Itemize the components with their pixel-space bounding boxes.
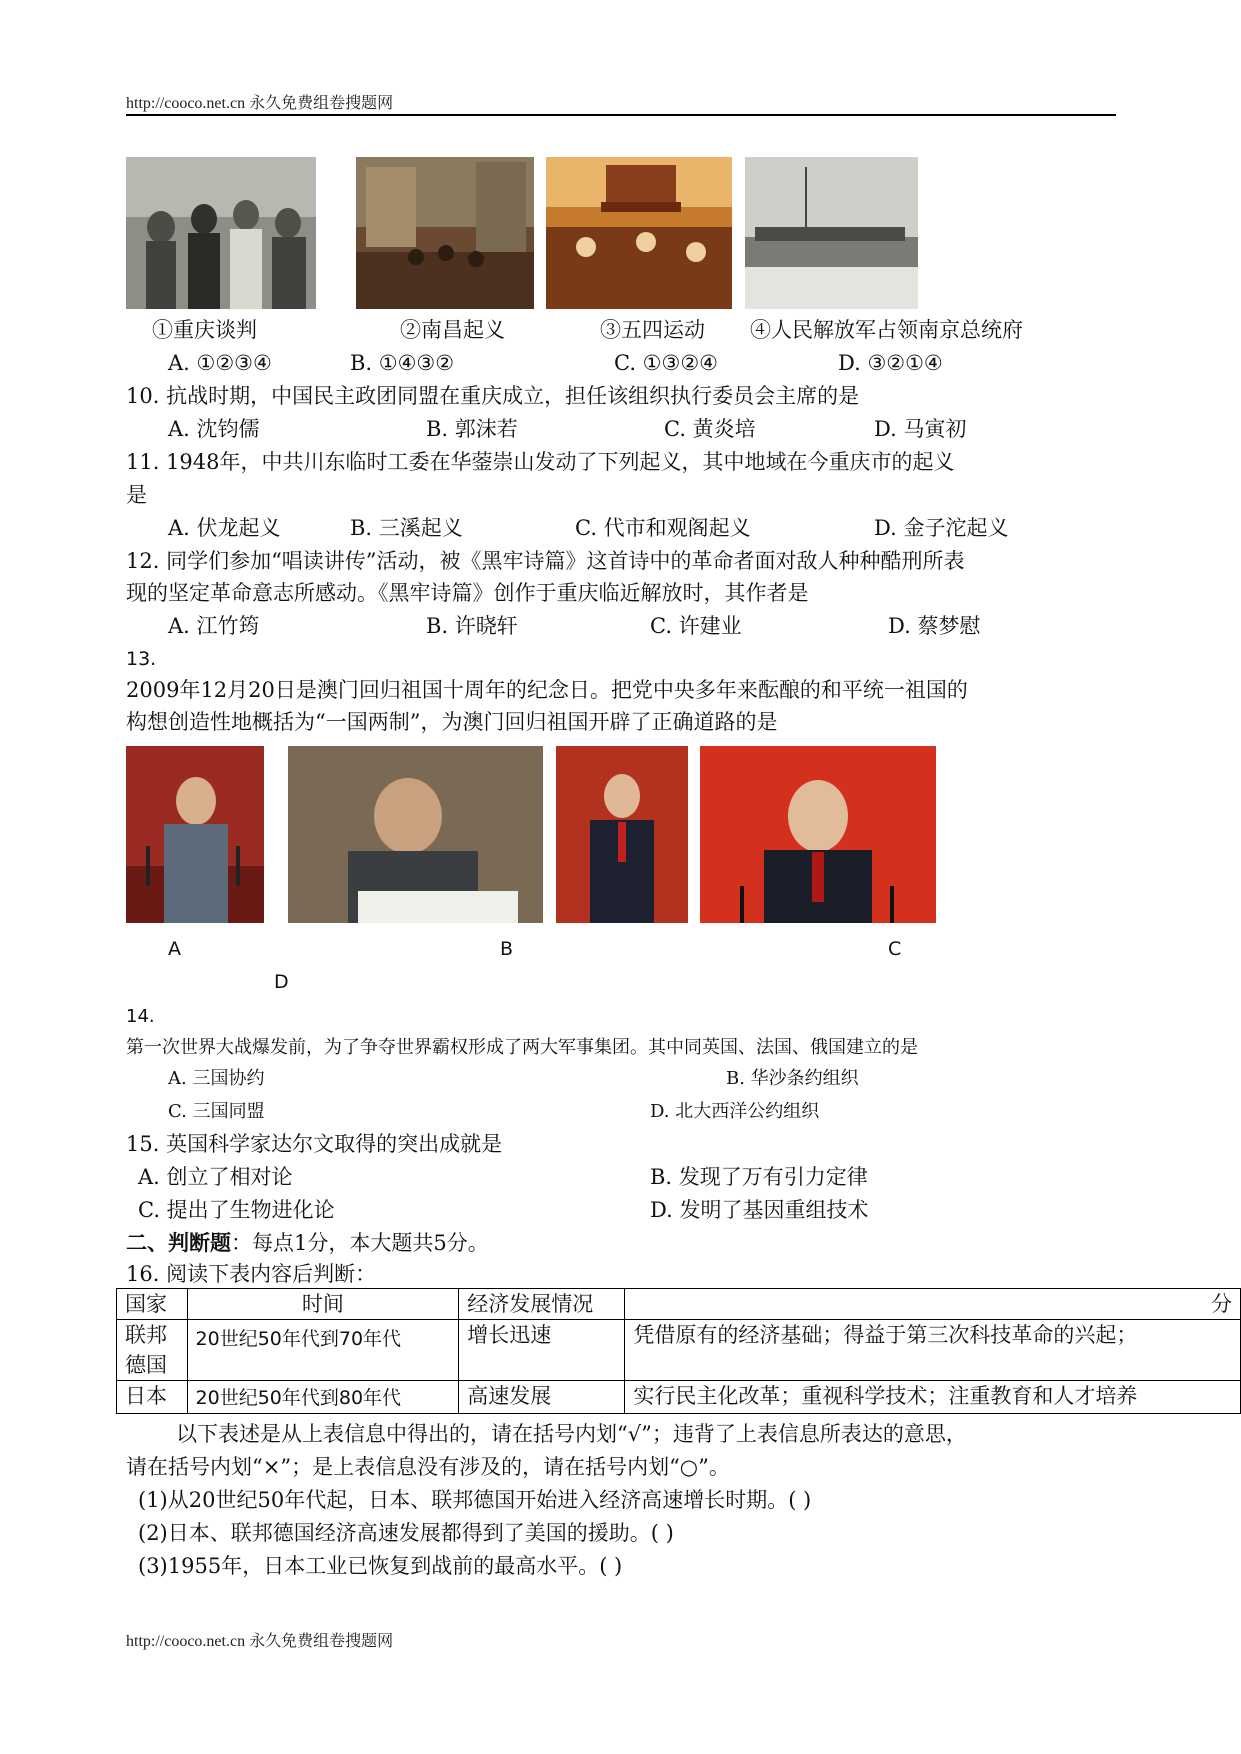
- q9-option-d: D. ③②①④: [838, 351, 943, 375]
- q10-stem: 10. 抗战时期，中国民主政团同盟在重庆成立，担任该组织执行委员会主席的是: [126, 384, 860, 408]
- portrait-b: [288, 746, 543, 923]
- q9-option-b: B. ①④③②: [350, 351, 455, 375]
- q10-option-c: C. 黄炎培: [664, 417, 756, 441]
- caption-3: ③五四运动: [600, 318, 705, 342]
- q15-option-d: D. 发明了基因重组技术: [650, 1198, 869, 1222]
- q15-option-a: A. 创立了相对论: [138, 1165, 293, 1189]
- photo-chongqing-negotiation: [126, 157, 316, 309]
- q16-stem: 16. 阅读下表内容后判断：: [126, 1262, 377, 1286]
- q11-option-c: C. 代市和观阁起义: [575, 516, 751, 540]
- q10-option-d: D. 马寅初: [874, 417, 967, 441]
- q14-number: 14.: [126, 1006, 155, 1027]
- caption-2: ②南昌起义: [400, 318, 505, 342]
- header-time: 时间: [187, 1289, 459, 1320]
- cell-status: 增长迅速: [459, 1320, 625, 1381]
- q9-option-c: C. ①③②④: [614, 351, 718, 375]
- q13-label-d: D: [274, 971, 289, 993]
- q11-stem-line2: 是: [126, 483, 147, 507]
- painting-nanchang-uprising: [356, 157, 534, 309]
- q9-option-a: A. ①②③④: [168, 351, 272, 375]
- header-country: 国家: [117, 1289, 188, 1320]
- q12-option-d: D. 蔡梦慰: [888, 614, 981, 638]
- cell-country: 联邦德国: [117, 1320, 188, 1381]
- table-row: [117, 1381, 1241, 1414]
- cell-reason: 实行民主化改革；重视科学技术；注重教育和人才培养: [625, 1381, 1241, 1414]
- q12-stem-line1: 12. 同学们参加“唱读讲传”活动，被《黑牢诗篇》这首诗中的革命者面对敌人种种酷刑所表: [126, 549, 965, 573]
- q14-option-a: A. 三国协约: [168, 1068, 265, 1089]
- cell-time: 20世纪50年代到70年代: [187, 1320, 459, 1381]
- table-row: [117, 1320, 1241, 1381]
- q12-option-b: B. 许晓轩: [426, 614, 518, 638]
- cell-time: 20世纪50年代到80年代: [187, 1381, 459, 1414]
- q15-option-b: B. 发现了万有引力定律: [650, 1165, 868, 1189]
- q15-stem: 15. 英国科学家达尔文取得的突出成就是: [126, 1132, 503, 1156]
- q13-label-a: A: [168, 938, 181, 960]
- q12-stem-line2: 现的坚定革命意志所感动。《黑牢诗篇》创作于重庆临近解放时，其作者是: [126, 581, 809, 605]
- page-footer: http://cooco.net.cn 永久免费组卷搜题网: [126, 1633, 394, 1650]
- q14-option-c: C. 三国同盟: [168, 1101, 265, 1122]
- q14-option-b: B. 华沙条约组织: [726, 1068, 859, 1089]
- header-status: 经济发展情况: [459, 1289, 625, 1320]
- table-header-row: [117, 1289, 1241, 1320]
- caption-1: ①重庆谈判: [152, 318, 257, 342]
- section-2-desc: ：每点1分，本大题共5分。: [231, 1231, 489, 1255]
- cell-status: 高速发展: [459, 1381, 625, 1414]
- q11-option-a: A. 伏龙起义: [168, 516, 281, 540]
- q14-option-d: D. 北大西洋公约组织: [650, 1101, 820, 1122]
- q13-number: 13.: [126, 648, 157, 670]
- q16-instruction-line1: 以下表述是从上表信息中得出的，请在括号内划“√”；违背了上表信息所表达的意思，: [176, 1422, 967, 1446]
- q16-item-3: (3)1955年，日本工业已恢复到战前的最高水平。( ): [138, 1554, 623, 1578]
- q13-label-b: B: [500, 938, 514, 960]
- photo-nanjing-presidential-palace: [745, 157, 918, 309]
- q15-option-c: C. 提出了生物进化论: [138, 1198, 335, 1222]
- q12-option-c: C. 许建业: [650, 614, 742, 638]
- painting-may-fourth-movement: [546, 157, 732, 309]
- q14-stem: 第一次世界大战爆发前，为了争夺世界霸权形成了两大军事集团。其中同英国、法国、俄国建立的是: [126, 1037, 918, 1058]
- header-reason: 分: [625, 1289, 1241, 1320]
- q16-item-1: (1)从20世纪50年代起，日本、联邦德国开始进入经济高速增长时期。( ): [138, 1488, 812, 1512]
- q13-stem-line2: 构想创造性地概括为“一国两制”，为澳门回归祖国开辟了正确道路的是: [126, 710, 778, 734]
- economy-table: [116, 1288, 1241, 1414]
- q13-stem-line1: 2009年12月20日是澳门回归祖国十周年的纪念日。把党中央多年来酝酿的和平统一祖国的: [126, 678, 968, 702]
- q10-option-b: B. 郭沫若: [426, 417, 518, 441]
- q10-option-a: A. 沈钧儒: [168, 417, 260, 441]
- portrait-a: [126, 746, 264, 923]
- q13-label-c: C: [888, 938, 902, 960]
- header-rule: [126, 114, 1116, 116]
- cell-reason: 凭借原有的经济基础；得益于第三次科技革命的兴起；: [625, 1320, 1241, 1381]
- caption-4: ④人民解放军占领南京总统府: [750, 318, 1023, 342]
- page-header: http://cooco.net.cn 永久免费组卷搜题网: [126, 95, 394, 112]
- cell-country: 日本: [117, 1381, 188, 1414]
- q16-instruction-line2: 请在括号内划“×”；是上表信息没有涉及的，请在括号内划“○”。: [126, 1455, 730, 1479]
- q11-option-d: D. 金子沱起义: [874, 516, 1009, 540]
- section-2-heading: [126, 1226, 489, 1260]
- section-2-title: 二、判断题: [126, 1230, 231, 1255]
- q12-option-a: A. 江竹筠: [168, 614, 260, 638]
- portrait-d: [700, 746, 936, 923]
- q11-stem-line1: 11. 1948年，中共川东临时工委在华蓥崇山发动了下列起义，其中地域在今重庆市的起义: [126, 450, 955, 474]
- q11-option-b: B. 三溪起义: [350, 516, 463, 540]
- portrait-c: [556, 746, 688, 923]
- q16-item-2: (2)日本、联邦德国经济高速发展都得到了美国的援助。( ): [138, 1521, 674, 1545]
